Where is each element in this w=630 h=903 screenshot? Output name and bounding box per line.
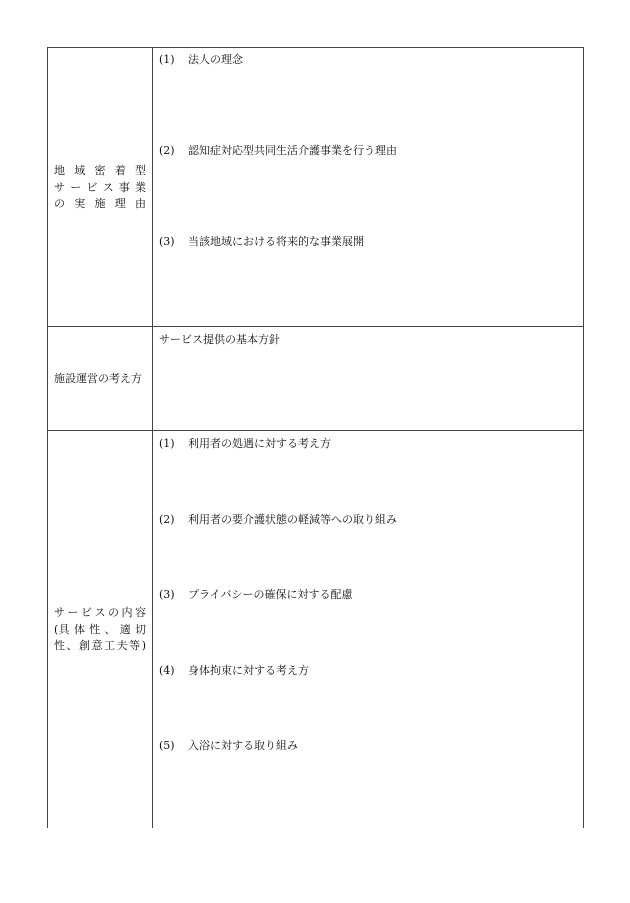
label-line: (具 体 性 、 適 切 [54, 622, 146, 636]
section-label-service-content [54, 605, 146, 655]
item-text: サービス提供の基本方針 [159, 333, 280, 346]
item-number: (1) [159, 53, 175, 66]
item-text: プライバシーの確保に対する配慮 [188, 588, 353, 601]
facility-plan-form [47, 47, 584, 828]
item-future-development [159, 235, 364, 249]
item-number: (5) [159, 739, 175, 752]
item-bathing [159, 739, 298, 753]
row-divider-1 [47, 326, 584, 327]
section-label-community-service [54, 163, 146, 213]
item-text: 身体拘束に対する考え方 [188, 664, 309, 677]
column-divider [152, 47, 153, 828]
label-line: の 実 施 理 由 [54, 197, 146, 210]
label-line: サ ー ビ ス 事 業 [54, 180, 146, 194]
item-user-treatment [159, 437, 331, 451]
item-text: 入浴に対する取り組み [188, 739, 298, 752]
item-number: (2) [159, 513, 175, 526]
item-number: (4) [159, 664, 175, 677]
label-line: 施設運営の考え方 [54, 372, 142, 385]
item-number: (3) [159, 235, 175, 248]
top-border [47, 47, 584, 48]
item-basic-service-policy [159, 333, 280, 347]
item-text: 当該地域における将来的な事業展開 [188, 235, 364, 248]
item-care-level-reduction [159, 513, 397, 527]
label-line: サービスの内容 [54, 606, 146, 619]
item-number: (1) [159, 437, 175, 450]
item-reason-for-business [159, 144, 397, 158]
item-privacy [159, 588, 352, 602]
left-border [47, 47, 48, 828]
item-number: (2) [159, 144, 175, 157]
section-label-operation-policy [54, 371, 149, 388]
item-physical-restraint [159, 664, 309, 678]
item-number: (3) [159, 588, 175, 601]
label-line: 性、創意工夫等) [54, 639, 146, 652]
item-text: 利用者の要介護状態の軽減等への取り組み [188, 513, 397, 526]
item-text: 認知症対応型共同生活介護事業を行う理由 [188, 144, 397, 157]
item-text: 法人の理念 [188, 53, 243, 66]
label-line: 地 域 密 着 型 [54, 164, 146, 177]
item-corporate-philosophy [159, 53, 243, 67]
row-divider-2 [47, 430, 584, 431]
item-text: 利用者の処遇に対する考え方 [188, 437, 331, 450]
right-border [583, 47, 584, 828]
